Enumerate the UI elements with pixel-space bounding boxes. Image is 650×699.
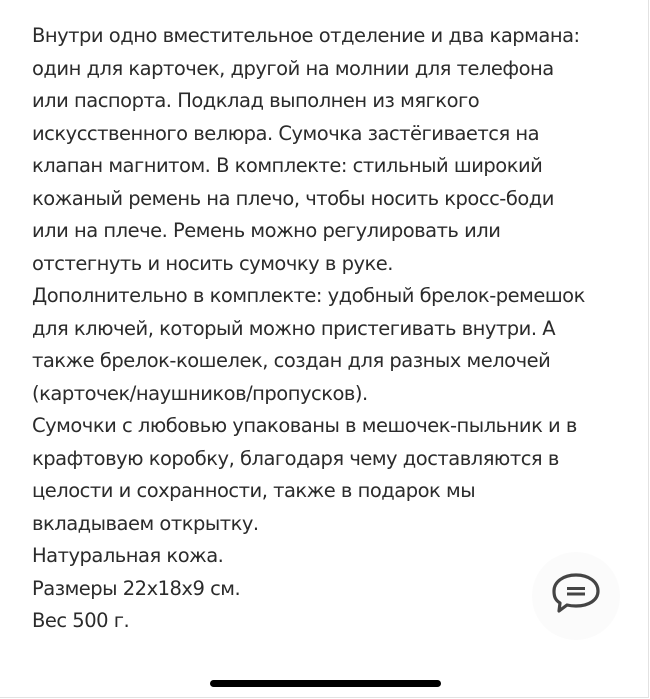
description-line: кожаный ремень на плечо, чтобы носить кросс-боди (32, 186, 554, 210)
description-line: или паспорта. Подклад выполнен из мягкого (32, 89, 480, 112)
product-description (32, 20, 632, 638)
description-line: Натуральная кожа. (32, 544, 224, 567)
chat-button[interactable] (532, 552, 620, 640)
description-line: клапан магнитом. В комплекте: стильный широкий (32, 154, 543, 177)
description-line: один для карточек, другой на молнии для телефона (32, 56, 554, 80)
description-line: также брелок-кошелек, создан для разных мелочей (32, 349, 551, 372)
description-line: искусственного велюра. Сумочка застёгивается на (32, 121, 540, 145)
description-line: Внутри одно вместительное отделение и два кармана: (32, 24, 580, 47)
description-line: крафтовую коробку, благодаря чему доставляются в (32, 446, 559, 470)
description-line: Сумочки с любовью упакованы в мешочек-пыльник и в (32, 414, 577, 437)
description-line: (карточек/наушников/пропусков). (32, 381, 368, 405)
home-indicator[interactable] (210, 680, 441, 687)
description-line: отстегнуть и носить сумочку в руке. (32, 251, 393, 275)
description-line: для ключей, который можно пристегивать внутри. А (32, 316, 556, 340)
description-line: Размеры 22х18х9 см. (32, 576, 241, 600)
description-line: Вес 500 г. (32, 609, 130, 632)
description-line: Дополнительно в комплекте: удобный брелок-ремешок (32, 284, 585, 307)
description-line: целости и сохранности, также в подарок мы (32, 479, 476, 502)
description-line: или на плече. Ремень можно регулировать или (32, 219, 501, 242)
description-line: вкладываем открытку. (32, 511, 259, 535)
chat-bubble-icon (550, 571, 602, 621)
